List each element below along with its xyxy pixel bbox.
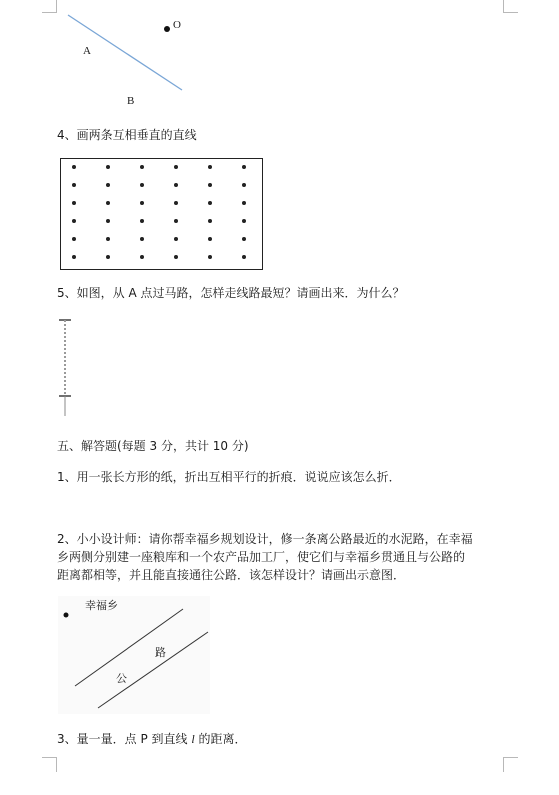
grid-dot [174, 255, 178, 259]
grid-dot [140, 183, 144, 187]
section-5-heading: 五、解答题(每题 3 分，共计 10 分) [57, 439, 249, 453]
problem-3-text-after: 的距离． [194, 732, 247, 746]
grid-dot [242, 165, 246, 169]
label-b: B [127, 95, 135, 107]
problem-3-text-before: 3、量一量．点 P 到直线 [57, 732, 192, 746]
problem-1: 1、用一张长方形的纸，折出互相平行的折痕．说说应该怎么折． [57, 470, 401, 484]
road-edge-lower [98, 632, 208, 708]
grid-dot [242, 201, 246, 205]
point-o [164, 26, 170, 32]
dot-grid [60, 158, 263, 270]
grid-dot [242, 183, 246, 187]
grid-dot [106, 201, 110, 205]
grid-dot [106, 165, 110, 169]
grid-dot [72, 219, 76, 223]
grid-dot [140, 219, 144, 223]
grid-dot [174, 219, 178, 223]
grid-dot [140, 237, 144, 241]
question-4: 4、画两条互相垂直的直线 [57, 128, 197, 142]
road-edge-upper [75, 609, 183, 686]
crop-mark-bottom-right [503, 757, 518, 772]
road-figure [55, 316, 75, 420]
grid-dot [208, 201, 212, 205]
label-o: O [173, 19, 181, 31]
grid-dot [140, 255, 144, 259]
grid-dot [208, 165, 212, 169]
grid-dot [208, 237, 212, 241]
grid-dot [174, 237, 178, 241]
grid-dot [208, 183, 212, 187]
grid-dot [174, 201, 178, 205]
village-road-svg [58, 596, 210, 714]
grid-dot [72, 183, 76, 187]
crop-mark-bottom-left [42, 757, 57, 772]
village-road-figure [58, 596, 210, 714]
grid-dot [242, 255, 246, 259]
crop-mark-top-right [503, 0, 518, 13]
problem-2-line-1: 2、小小设计师：请你帮幸福乡规划设计，修一条离公路最近的水泥路，在幸福 [57, 532, 473, 546]
problem-2-line-3: 距离都相等，并且能直接通往公路．该怎样设计？请画出示意图． [57, 568, 406, 582]
grid-dot [106, 255, 110, 259]
grid-dot [174, 165, 178, 169]
grid-dot [72, 255, 76, 259]
grid-dot [140, 201, 144, 205]
figure-line-ab [60, 10, 200, 110]
road-label-lu: 路 [155, 646, 166, 659]
grid-dot [140, 165, 144, 169]
problem-3 [57, 731, 247, 747]
problem-3-variable: l [191, 732, 195, 746]
grid-dot [208, 255, 212, 259]
grid-dot [106, 219, 110, 223]
grid-dot [72, 165, 76, 169]
village-label: 幸福乡 [85, 599, 118, 612]
problem-2-line-2: 乡两侧分别建一座粮库和一个农产品加工厂，使它们与幸福乡贯通且与公路的 [57, 550, 466, 564]
road-svg [55, 316, 75, 420]
label-a: A [83, 45, 91, 57]
grid-dot [174, 183, 178, 187]
grid-dot [72, 201, 76, 205]
crop-mark-top-left [42, 0, 57, 13]
grid-dot [208, 219, 212, 223]
grid-dot [242, 219, 246, 223]
grid-dot [106, 183, 110, 187]
road-label-gong: 公 [116, 672, 127, 685]
grid-dot [72, 237, 76, 241]
question-5: 5、如图，从 A 点过马路，怎样走线路最短？请画出来．为什么？ [57, 286, 405, 300]
grid-dot [106, 237, 110, 241]
village-point [64, 613, 69, 618]
grid-dot [242, 237, 246, 241]
